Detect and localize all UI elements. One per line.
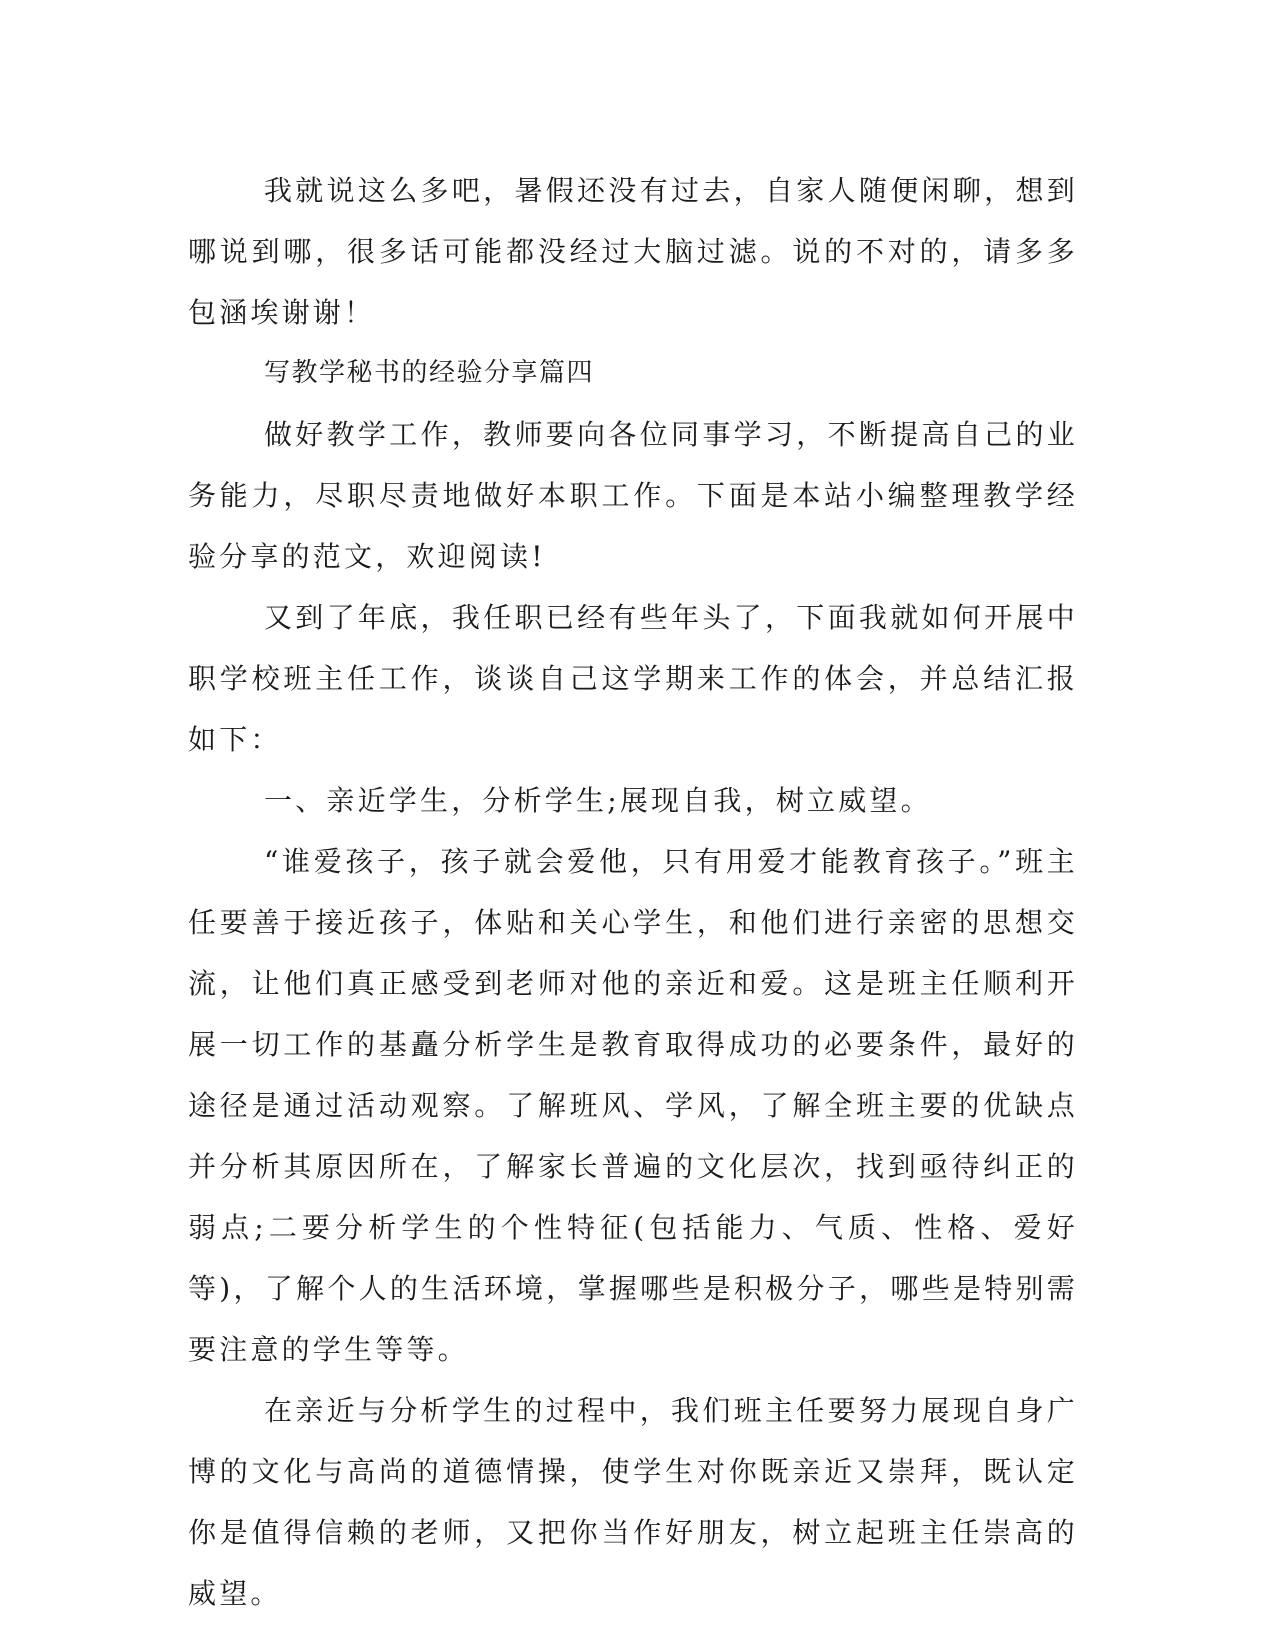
paragraph-year-end: 又到了年底，我任职已经有些年头了，下面我就如何开展中职学校班主任工作，谈谈自己这学期来工作的体会，并总结汇报如下： xyxy=(188,601,1078,756)
paragraph-love-students: “谁爱孩子，孩子就会爱他，只有用爱才能教育孩子。”班主任要善于接近孩子，体贴和关心学生，和他们进行亲密的思想交流，让他们真正感受到老师对他的亲近和爱。这是班主任顺利开展一切工作的基矗分析学生是教育取得成功的必要条件，最好的途径是通过活动观察。了解班风、学风，了解全班主要的优缺点并分析其原因所在，了解家长普遍的文化层次，找到亟待纠正的弱点;二要分析学生的个性特征(包括能力、气质、性格、爱好等)，了解个人的生活环境，掌握哪些是积极分子，哪些是特别需要注意的学生等等。 xyxy=(188,845,1078,1366)
paragraph-intro: 做好教学工作，教师要向各位同事学习，不断提高自己的业务能力，尽职尽责地做好本职工作。下面是本站小编整理教学经验分享的范文，欢迎阅读! xyxy=(188,418,1078,573)
paragraph-closing-remarks: 我就说这么多吧，暑假还没有过去，自家人随便闲聊，想到哪说到哪，很多话可能都没经过大脑过滤。说的不对的，请多多包涵埃谢谢！ xyxy=(188,174,1078,329)
document-body xyxy=(188,160,1078,1624)
section-title: 写教学秘书的经验分享篇四 xyxy=(264,358,595,388)
paragraph-point-one: 一、亲近学生，分析学生;展现自我，树立威望。 xyxy=(264,784,932,817)
paragraph-prestige: 在亲近与分析学生的过程中，我们班主任要努力展现自身广博的文化与高尚的道德情操，使学生对你既亲近又崇拜，既认定你是值得信赖的老师，又把你当作好朋友，树立起班主任崇高的威望。 xyxy=(188,1394,1078,1610)
